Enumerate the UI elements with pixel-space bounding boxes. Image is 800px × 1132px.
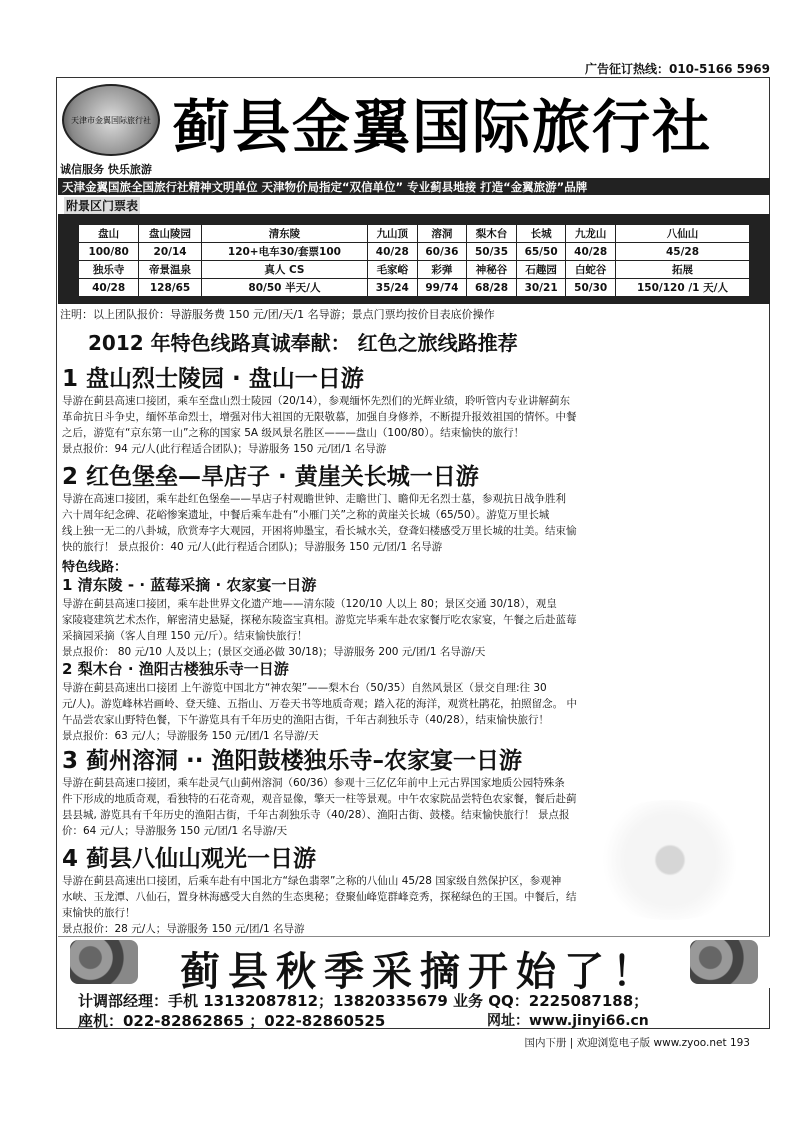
ticket-table — [78, 224, 750, 297]
table-cell: 128/65 — [139, 279, 202, 297]
table-cell: 60/36 — [417, 243, 467, 261]
table-row — [79, 243, 750, 261]
body-line: 六十周年纪念碑、花峪惨案遗址，中餐后乘车赴有“小雁门关”之称的黄崖关长城（65/50）。游览万里长城 — [62, 509, 550, 521]
table-cell: 神秘谷 — [467, 261, 517, 279]
special-1-body — [62, 596, 768, 660]
table-cell: 毛家峪 — [368, 261, 418, 279]
page-footer: 国内下册 | 欢迎浏览电子版 www.zyoo.net 193 — [524, 1037, 750, 1049]
table-cell: 长城 — [516, 225, 566, 243]
fruit-image-right — [690, 940, 758, 984]
body-line: 束愉快的旅行！ — [62, 907, 136, 919]
table-cell: 99/74 — [417, 279, 467, 297]
body-line: 件下形成的地质奇观，看独特的石花奇观，观音显像，擎天一柱等景观。中午农家院品尝特色农家餐，餐后赴蓟 — [62, 793, 577, 805]
route-4-body — [62, 873, 768, 937]
table-cell: 40/28 — [368, 243, 418, 261]
table-cell: 彩弹 — [417, 261, 467, 279]
price-line: 景点报价：28 元/人；导游服务 150 元/团/1 名导游 — [62, 923, 305, 935]
website[interactable]: 网址：www.jinyi66.cn — [487, 1013, 649, 1029]
slogan: 诚信服务 快乐旅游 — [60, 163, 152, 176]
body-line: 导游在蓟县高速口接团，乘车至盘山烈士陵园（20/14），参观缅怀先烈们的光辉业绩，聆听管内专业讲解蓟东 — [62, 395, 571, 407]
special-2-body — [62, 680, 768, 744]
body-line: 导游在蓟县高速口接团，乘车赴世界文化遗产地——清东陵（120/10 人以上 80；景区交通 30/18），观皇 — [62, 598, 557, 610]
company-logo — [62, 84, 160, 156]
price-line: 景点报价：94 元/人(此行程适合团队)；导游服务 150 元/团/1 名导游 — [62, 443, 387, 455]
body-line: 革命抗日斗争史，缅怀革命烈士，增强对伟大祖国的无限敬慕，加强自身修养，不断提升报效祖国的情怀。中餐 — [62, 411, 577, 423]
body-line: 午品尝农家山野特色餐，下午游览具有千年历史的渔阳古街，千年古刹独乐寺（40/28），结束愉快旅行！ — [62, 714, 550, 726]
table-cell: 帝景温泉 — [139, 261, 202, 279]
table-cell: 80/50 半天/人 — [201, 279, 367, 297]
table-row — [79, 279, 750, 297]
contact-mobile-line: 计调部经理：手机 13132087812；13820335679 业务 QQ：2225087188； — [78, 992, 649, 1010]
route-1-title: 1 盘山烈士陵园 · 盘山一日游 — [62, 366, 364, 392]
honor-band: 天津金翼国旅全国旅行社精神文明单位 天津物价局指定“双信单位” 专业蓟县地接 打造“金翼旅游”品牌 — [58, 178, 770, 195]
harvest-banner-text: 蓟县秋季采摘开始了！ — [180, 948, 660, 995]
table-row — [79, 261, 750, 279]
special-1-title: 1 清东陵 - · 蓝莓采摘 · 农家宴一日游 — [62, 576, 317, 594]
body-line: 导游在蓟县高速出口接团，后乘车赴有中国北方“绿色翡翠”之称的八仙山 45/28 国家级自然保护区，参观神 — [62, 875, 562, 887]
table-cell: 梨木台 — [467, 225, 517, 243]
table-cell: 68/28 — [467, 279, 517, 297]
table-cell: 35/24 — [368, 279, 418, 297]
table-cell: 石趣园 — [516, 261, 566, 279]
ticket-table-label: 附景区门票表 — [66, 199, 139, 213]
table-cell: 65/50 — [516, 243, 566, 261]
price-line: 景点报价：63 元/人；导游服务 150 元/团/1 名导游/天 — [62, 730, 319, 742]
table-cell: 40/28 — [79, 279, 139, 297]
route-1-body — [62, 393, 768, 457]
logo-text: 天津市金翼国际旅行社 — [71, 115, 151, 125]
table-cell: 独乐寺 — [79, 261, 139, 279]
route-3-title: 3 蓟州溶洞 ·· 渔阳鼓楼独乐寺–农家宴一日游 — [62, 748, 522, 774]
table-cell: 50/35 — [467, 243, 517, 261]
table-cell: 盘山 — [79, 225, 139, 243]
table-cell: 120+电车30/套票100 — [201, 243, 367, 261]
body-line: 线上独一无二的八卦城，欣赏寿字大观园，开困将帅墨宝，看长城水关，登聋妇楼感受万里长城的壮美。结束愉 — [62, 525, 577, 537]
table-cell: 50/30 — [566, 279, 616, 297]
table-cell: 100/80 — [79, 243, 139, 261]
body-line: 家陵寝建筑艺术杰作，解密清史悬疑，探秘东陵盗宝真相。游览完毕乘车赴农家餐厅吃农家宴，午餐之后赴蓝莓 — [62, 614, 577, 626]
route-4-title: 4 蓟县八仙山观光一日游 — [62, 846, 317, 872]
table-cell: 白蛇谷 — [566, 261, 616, 279]
table-cell: 清东陵 — [201, 225, 367, 243]
fruit-image-left — [70, 940, 138, 984]
contact-landline: 座机：022-82862865 ；022-82860525 — [78, 1012, 386, 1030]
route-2-title: 2 红色堡垒—旱店子 · 黄崖关长城一日游 — [62, 464, 479, 490]
table-cell: 九山顶 — [368, 225, 418, 243]
body-line: 采摘园采摘（客人自理 150 元/斤）。结束愉快旅行！ — [62, 630, 308, 642]
body-line: 之后，游览有“京东第一山”之称的国家 5A 级风景名胜区———盘山（100/80）。结束愉快的旅行！ — [62, 427, 525, 439]
body-line: 导游在蓟县高速口接团，乘车赴灵气山蓟州溶洞（60/36）参观十三亿亿年前中上元古界国家地质公园特殊条 — [62, 777, 565, 789]
table-cell: 九龙山 — [566, 225, 616, 243]
table-cell: 溶洞 — [417, 225, 467, 243]
route-headline: 2012 年特色线路真诚奉献： 红色之旅线路推荐 — [88, 331, 518, 355]
route-2-body — [62, 491, 768, 555]
company-name: 蓟县金翼国际旅行社 — [172, 93, 713, 161]
price-line: 价：64 元/人；导游服务 150 元/团/1 名导游/天 — [62, 825, 288, 837]
table-cell: 八仙山 — [615, 225, 749, 243]
body-line: 水峡、玉龙潭、八仙石，置身林海感受大自然的生态奥秘；登聚仙峰览群峰竞秀，探秘绿色的王国。中餐后，结 — [62, 891, 577, 903]
special-routes-label: 特色线路： — [62, 560, 128, 575]
table-row — [79, 225, 750, 243]
body-line: 导游在蓟县高速出口接团 上午游览中国北方“神农架”——梨木台（50/35）自然风景区（景交自理:往 30 — [62, 682, 547, 694]
special-2-title: 2 梨木台 · 渔阳古楼独乐寺一日游 — [62, 660, 289, 678]
table-cell: 30/21 — [516, 279, 566, 297]
price-line: 景点报价： 80 元/10 人及以上；(景区交通必做 30/18)；导游服务 200 元/团/1 名导游/天 — [62, 646, 486, 658]
table-cell: 20/14 — [139, 243, 202, 261]
table-cell: 拓展 — [615, 261, 749, 279]
price-note: 注明：以上团队报价：导游服务费 150 元/团/天/1 名导游；景点门票均按价目表底价操作 — [60, 308, 495, 321]
route-3-body — [62, 775, 768, 839]
table-cell: 40/28 — [566, 243, 616, 261]
table-cell: 真人 CS — [201, 261, 367, 279]
table-cell: 盘山陵园 — [139, 225, 202, 243]
table-cell: 45/28 — [615, 243, 749, 261]
ad-hotline: 广告征订热线：010-5166 5969 — [584, 62, 770, 76]
body-line: 元/人)。游览峰林岩画岭、登天缝、五指山、万卷天书等地质奇观；踏入花的海洋，观赏杜鹃花，拍照留念。 中 — [62, 698, 577, 710]
table-cell: 150/120 /1 天/人 — [615, 279, 749, 297]
body-line: 县县城, 游览具有千年历史的渔阳古街，千年古刹独乐寺（40/28）、渔阳古街、鼓楼。结束愉快旅行！ 景点报 — [62, 809, 570, 821]
body-line: 导游在高速口接团，乘车赴红色堡垒——旱店子村观瞻世钟、走瞻世门、瞻仰无名烈士墓，参观抗日战争胜利 — [62, 493, 566, 505]
price-line: 快的旅行！ 景点报价：40 元/人(此行程适合团队)；导游服务 150 元/团/1 名导游 — [62, 541, 443, 553]
ticket-table-box — [58, 214, 770, 304]
